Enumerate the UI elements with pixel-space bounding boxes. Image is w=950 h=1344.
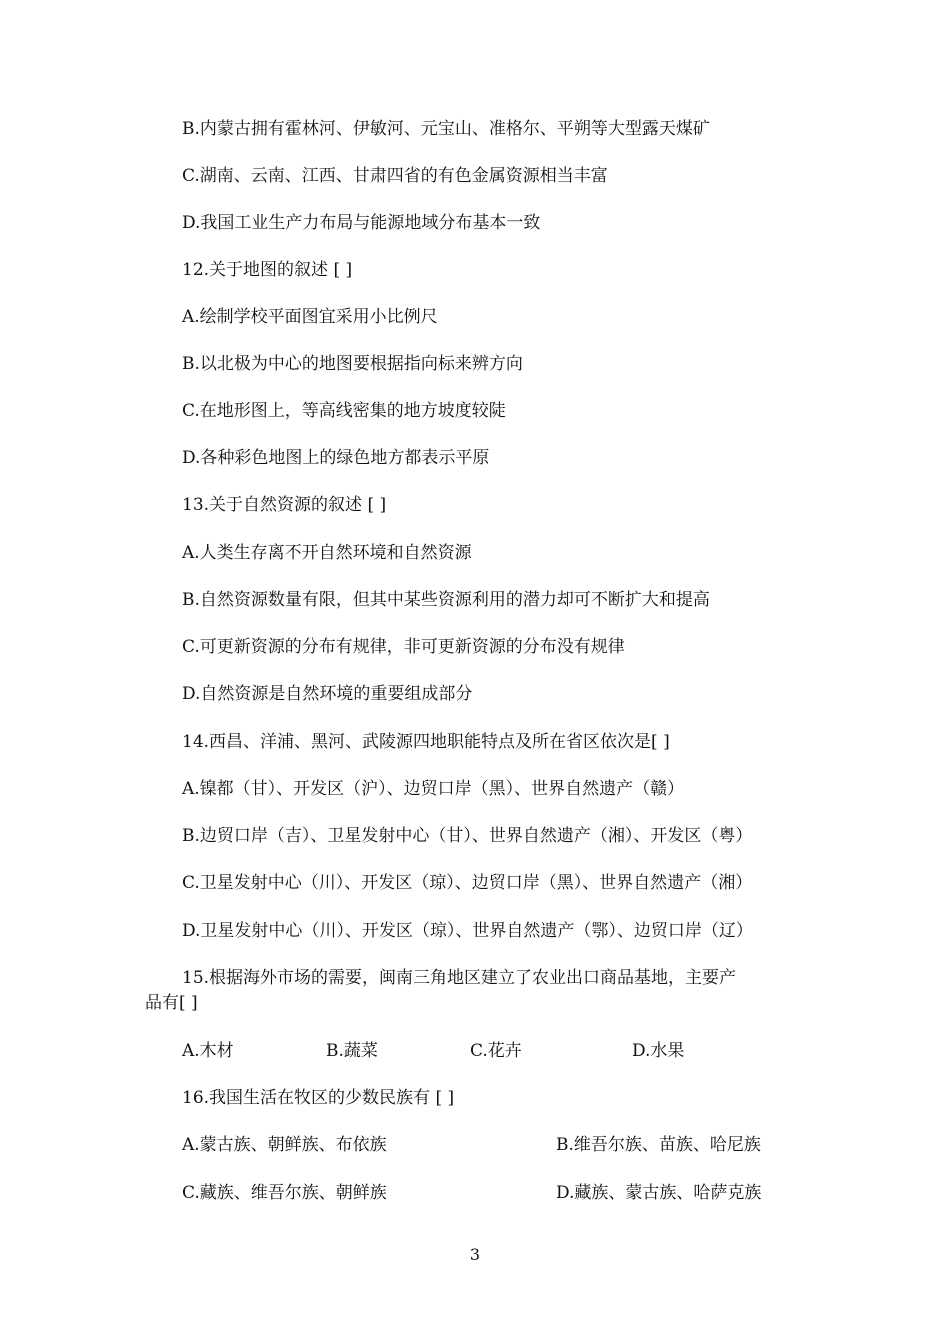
q14-option-b: B.边贸口岸（吉）、卫星发射中心（甘）、世界自然遗产（湘）、开发区（粤） — [182, 826, 753, 846]
q11-option-d: D.我国工业生产力布局与能源地域分布基本一致 — [182, 213, 541, 233]
q14-question: 14.西昌、洋浦、黑河、武陵源四地职能特点及所在省区依次是[ ] — [182, 732, 670, 752]
q14-option-c: C.卫星发射中心（川）、开发区（琼）、边贸口岸（黑）、世界自然遗产（湘） — [182, 873, 753, 893]
q13-option-d: D.自然资源是自然环境的重要组成部分 — [182, 684, 473, 704]
q11-option-b: B.内蒙古拥有霍林河、伊敏河、元宝山、准格尔、平朔等大型露天煤矿 — [182, 119, 710, 139]
q15-option-d: D.水果 — [632, 1041, 685, 1061]
q12-option-a: A.绘制学校平面图宜采用小比例尺 — [182, 307, 438, 327]
q12-option-c: C.在地形图上，等高线密集的地方坡度较陡 — [182, 401, 506, 421]
q15-question-line2: 品有[ ] — [145, 993, 198, 1013]
q12-question: 12.关于地图的叙述 [ ] — [182, 260, 353, 280]
q13-option-c: C.可更新资源的分布有规律，非可更新资源的分布没有规律 — [182, 637, 625, 657]
q14-option-a: A.镍都（甘）、开发区（沪）、边贸口岸（黑）、世界自然遗产（赣） — [182, 779, 685, 799]
q11-option-c: C.湖南、云南、江西、甘肃四省的有色金属资源相当丰富 — [182, 166, 608, 186]
q16-option-a: A.蒙古族、朝鲜族、布依族 — [182, 1135, 387, 1155]
q16-option-b: B.维吾尔族、苗族、哈尼族 — [556, 1135, 761, 1155]
q16-question: 16.我国生活在牧区的少数民族有 [ ] — [182, 1088, 455, 1108]
q15-question-line1: 15.根据海外市场的需要，闽南三角地区建立了农业出口商品基地，主要产 — [182, 968, 737, 988]
q13-question: 13.关于自然资源的叙述 [ ] — [182, 495, 387, 515]
q14-option-d: D.卫星发射中心（川）、开发区（琼）、世界自然遗产（鄂）、边贸口岸（辽） — [182, 921, 753, 941]
q16-option-d: D.藏族、蒙古族、哈萨克族 — [556, 1183, 762, 1203]
q15-option-c: C.花卉 — [470, 1041, 522, 1061]
q12-option-b: B.以北极为中心的地图要根据指向标来辨方向 — [182, 354, 523, 374]
q16-option-c: C.藏族、维吾尔族、朝鲜族 — [182, 1183, 387, 1203]
page-number: 3 — [469, 1245, 481, 1264]
q15-option-b: B.蔬菜 — [326, 1041, 378, 1061]
q13-option-a: A.人类生存离不开自然环境和自然资源 — [182, 543, 472, 563]
q15-option-a: A.木材 — [182, 1041, 234, 1061]
q12-option-d: D.各种彩色地图上的绿色地方都表示平原 — [182, 448, 490, 468]
q13-option-b: B.自然资源数量有限，但其中某些资源利用的潜力却可不断扩大和提高 — [182, 590, 710, 610]
